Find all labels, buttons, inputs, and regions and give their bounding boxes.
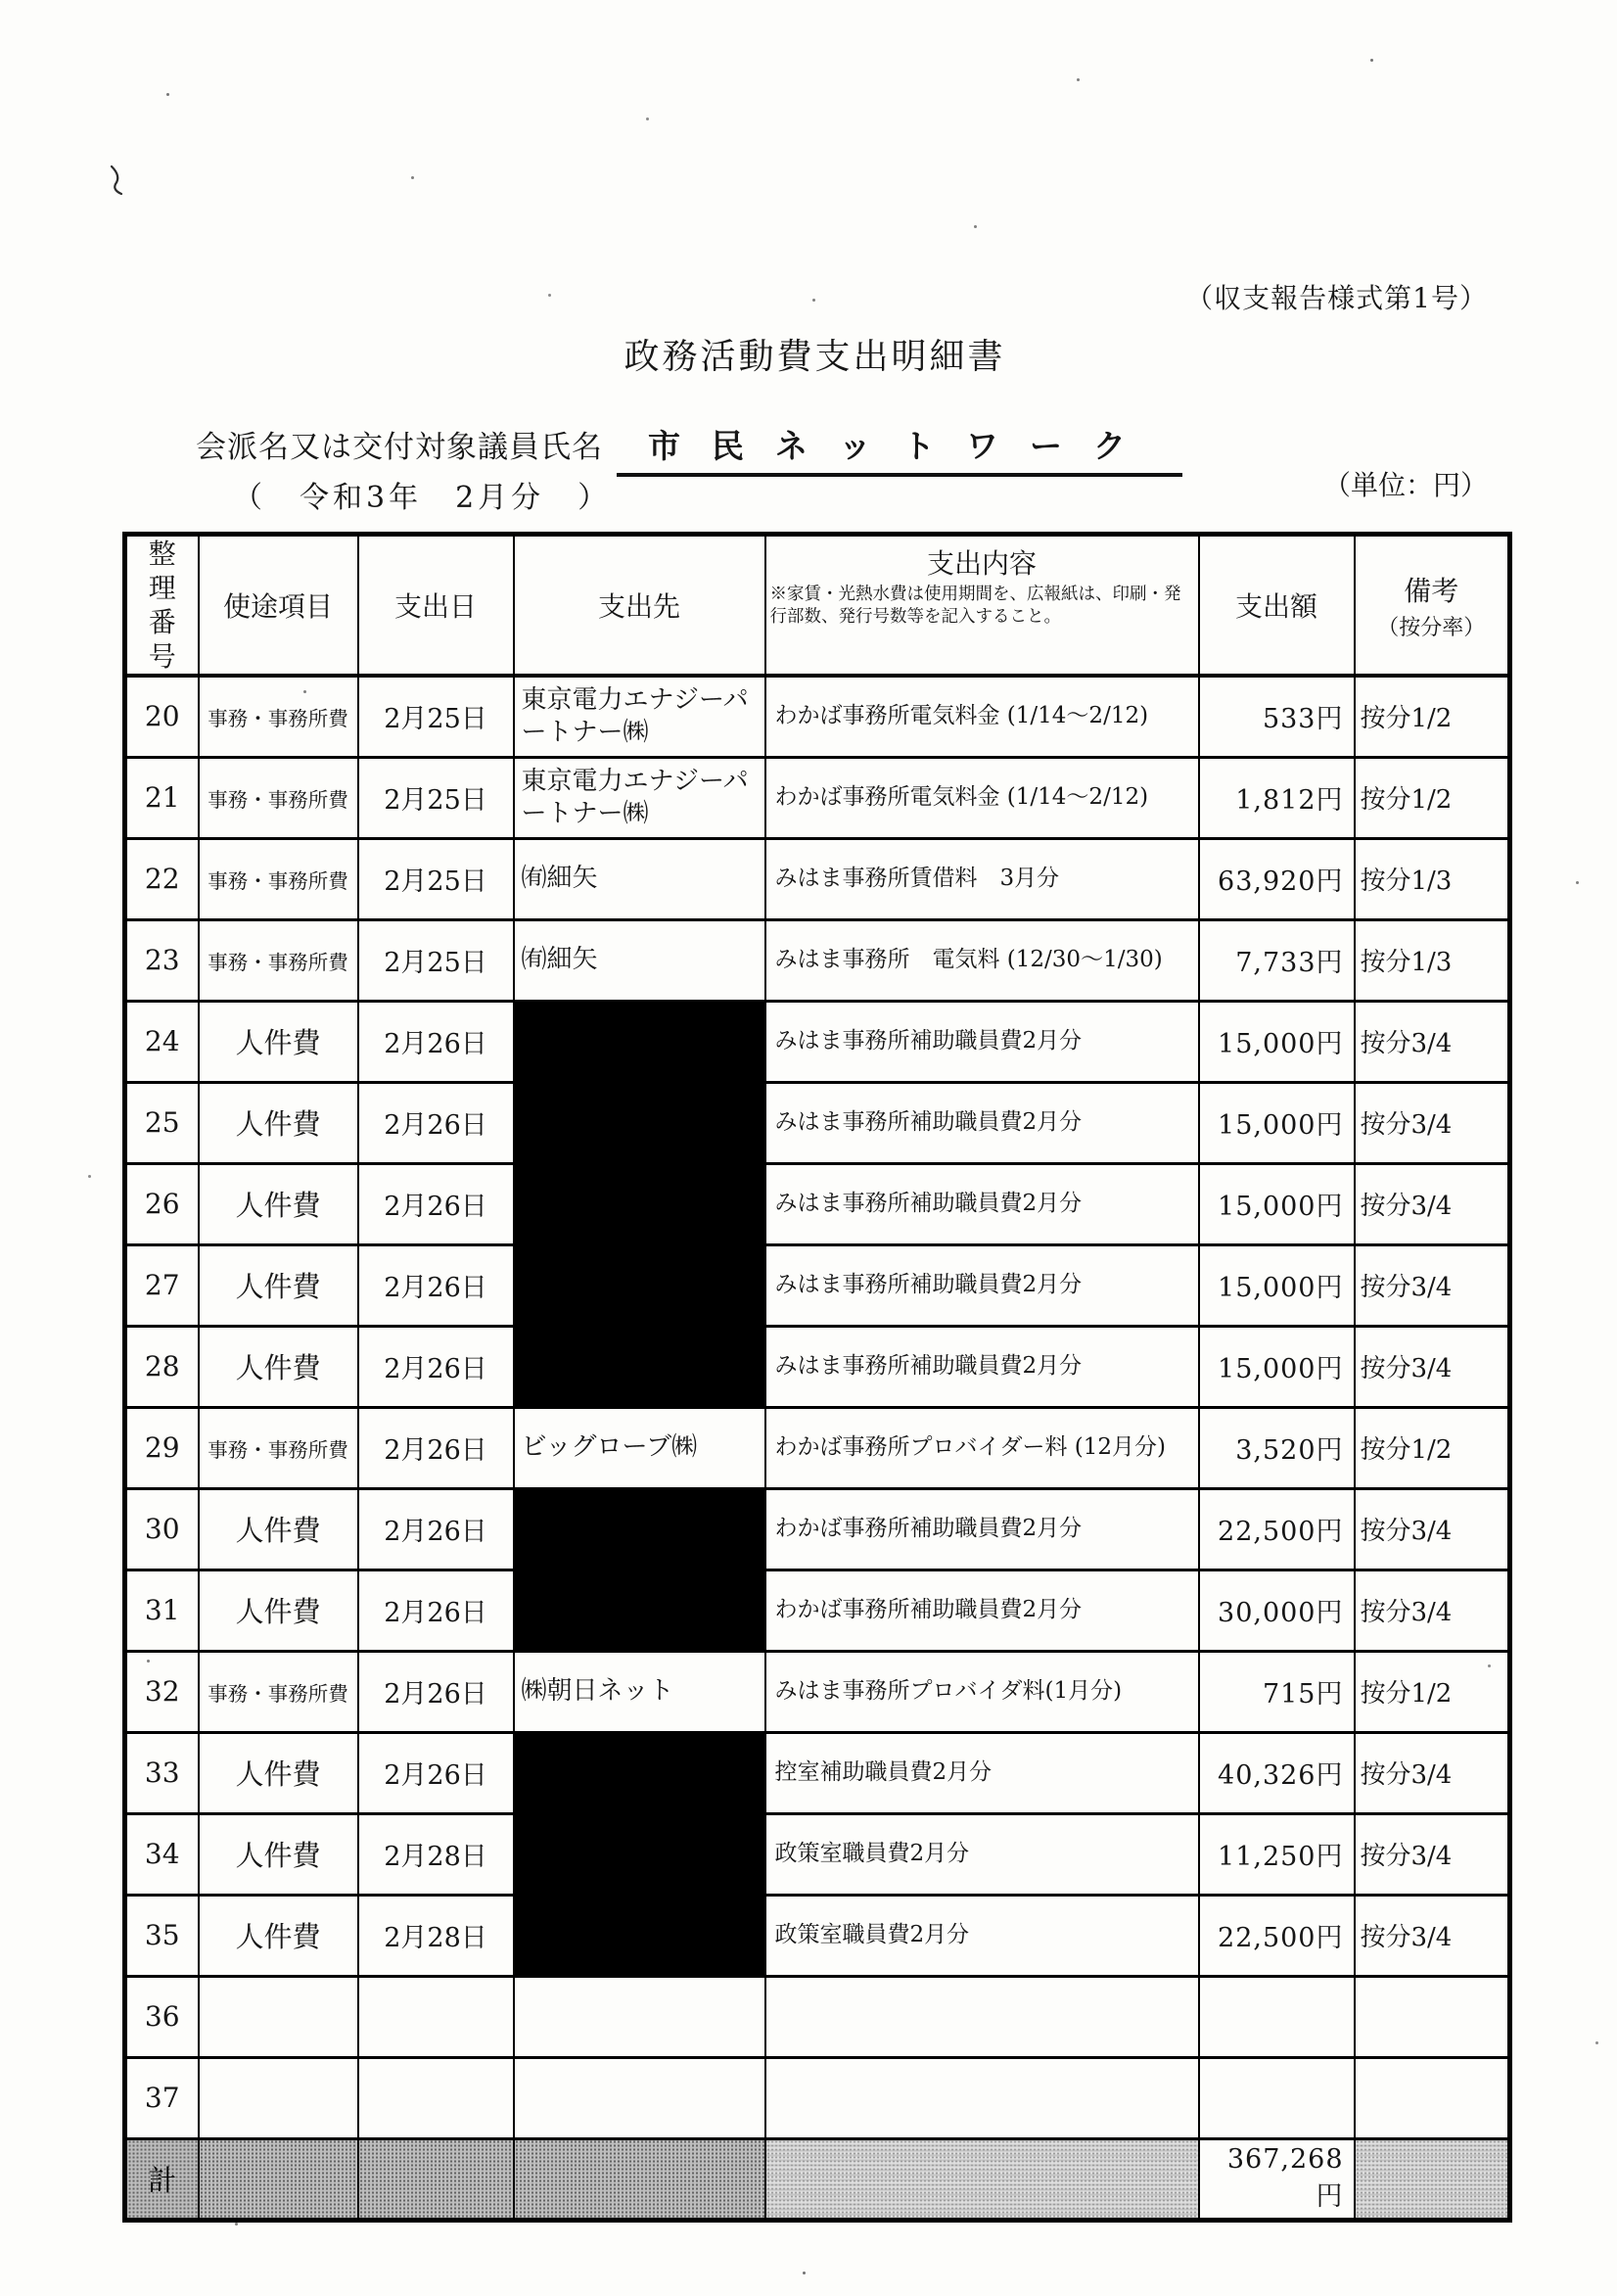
cell-amount: 22,500円 [1199,1895,1355,1976]
cell-serial-number: 24 [125,1001,199,1082]
cell-remarks: 按分3/4 [1355,1001,1510,1082]
cell-remarks: 按分1/2 [1355,676,1510,757]
cell-payee-redacted [514,1488,765,1570]
cell-remarks: 按分3/4 [1355,1326,1510,1407]
cell-category: 人件費 [199,1488,358,1570]
cell-category: 事務・事務所費 [199,838,358,919]
cell-amount: 63,920円 [1199,838,1355,919]
cell-category: 事務・事務所費 [199,1651,358,1732]
cell-detail: 政策室職員費2月分 [765,1813,1199,1895]
cell-category: 人件費 [199,1813,358,1895]
cell-category [199,2057,358,2138]
table-row [125,1001,1510,1082]
cell-category: 人件費 [199,1326,358,1407]
cell-remarks: 按分3/4 [1355,1488,1510,1570]
cell-serial-number: 34 [125,1813,199,1895]
cell-detail: 控室補助職員費2月分 [765,1732,1199,1813]
cell-category: 人件費 [199,1163,358,1244]
cell-category [199,1976,358,2057]
cell-date: 2月26日 [358,1570,514,1651]
cell-remarks: 按分3/4 [1355,1244,1510,1326]
cell-date: 2月26日 [358,1488,514,1570]
cell-serial-number: 21 [125,757,199,838]
cell-date: 2月26日 [358,1407,514,1488]
cell-payee-redacted [514,1732,765,1813]
cell-detail: みはま事務所補助職員費2月分 [765,1326,1199,1407]
cell-date: 2月25日 [358,838,514,919]
header-row [125,535,1510,677]
cell-payee: ㈲細矢 [514,838,765,919]
cell-detail [765,1976,1199,2057]
total-shaded-cell [1355,2138,1510,2220]
total-shaded-cell [765,2138,1199,2220]
cell-detail: 政策室職員費2月分 [765,1895,1199,1976]
table-row [125,1651,1510,1732]
cell-amount: 15,000円 [1199,1326,1355,1407]
cell-detail: みはま事務所補助職員費2月分 [765,1082,1199,1163]
total-shaded-cell [199,2138,358,2220]
cell-detail: わかば事務所電気料金 (1/14～2/12) [765,757,1199,838]
table-row [125,757,1510,838]
cell-detail: みはま事務所賃借料 3月分 [765,838,1199,919]
cell-category: 事務・事務所費 [199,757,358,838]
scan-speckles [166,93,169,96]
cell-date: 2月26日 [358,1244,514,1326]
cell-remarks: 按分3/4 [1355,1813,1510,1895]
cell-amount: 22,500円 [1199,1488,1355,1570]
cell-serial-number: 27 [125,1244,199,1326]
cell-detail: みはま事務所補助職員費2月分 [765,1001,1199,1082]
table-row [125,919,1510,1001]
cell-serial-number: 32 [125,1651,199,1732]
col-header-remarks-subtitle: （按分率） [1377,615,1486,640]
cell-remarks: 按分3/4 [1355,1895,1510,1976]
cell-date: 2月26日 [358,1326,514,1407]
cell-amount: 7,733円 [1199,919,1355,1001]
total-row [125,2138,1510,2220]
table-row [125,2057,1510,2138]
cell-date: 2月28日 [358,1813,514,1895]
period-label: （ 令和3年 2月分 ） [233,481,612,515]
cell-remarks: 按分1/3 [1355,919,1510,1001]
total-label: 計 [125,2138,199,2220]
cell-date: 2月26日 [358,1732,514,1813]
cell-remarks: 按分1/2 [1355,1407,1510,1488]
col-header-detail [765,535,1199,677]
table-row [125,1244,1510,1326]
cell-date: 2月28日 [358,1895,514,1976]
cell-detail: みはま事務所補助職員費2月分 [765,1163,1199,1244]
cell-amount: 11,250円 [1199,1813,1355,1895]
cell-remarks: 按分1/3 [1355,838,1510,919]
cell-payee-redacted [514,1570,765,1651]
cell-serial-number: 33 [125,1732,199,1813]
table-row [125,676,1510,757]
cell-date: 2月26日 [358,1651,514,1732]
cell-serial-number: 31 [125,1570,199,1651]
cell-serial-number: 36 [125,1976,199,2057]
cell-serial-number: 29 [125,1407,199,1488]
cell-serial-number: 28 [125,1326,199,1407]
cell-payee-redacted [514,1813,765,1895]
cell-payee [514,1976,765,2057]
cell-remarks: 按分3/4 [1355,1732,1510,1813]
cell-payee-redacted [514,1082,765,1163]
cell-amount: 30,000円 [1199,1570,1355,1651]
faction-label: 会派名又は交付対象議員氏名 [196,430,603,465]
cell-serial-number: 22 [125,838,199,919]
form-number: （収支報告様式第1号） [1185,282,1488,314]
cell-payee-redacted [514,1001,765,1082]
table-row [125,1488,1510,1570]
cell-date: 2月25日 [358,757,514,838]
cell-remarks [1355,1976,1510,2057]
cell-detail: わかば事務所プロバイダー料 (12月分) [765,1407,1199,1488]
cell-payee-redacted [514,1244,765,1326]
cell-amount: 3,520円 [1199,1407,1355,1488]
table-row [125,1895,1510,1976]
cell-date [358,1976,514,2057]
cell-serial-number: 35 [125,1895,199,1976]
cell-category: 人件費 [199,1001,358,1082]
cell-detail [765,2057,1199,2138]
table-row [125,838,1510,919]
cell-remarks [1355,2057,1510,2138]
cell-detail: みはま事務所補助職員費2月分 [765,1244,1199,1326]
col-header-detail-title: 支出内容 [926,547,1037,580]
cell-category: 事務・事務所費 [199,919,358,1001]
cell-serial-number: 25 [125,1082,199,1163]
col-header-remarks [1355,535,1510,677]
col-header-payee: 支出先 [514,535,765,677]
cell-serial-number: 23 [125,919,199,1001]
table-row [125,1732,1510,1813]
cell-category: 人件費 [199,1244,358,1326]
cell-payee-redacted [514,1163,765,1244]
cell-date: 2月25日 [358,919,514,1001]
table-row [125,1976,1510,2057]
cell-serial-number: 20 [125,676,199,757]
cell-amount: 1,812円 [1199,757,1355,838]
cell-amount: 15,000円 [1199,1163,1355,1244]
cell-remarks: 按分3/4 [1355,1082,1510,1163]
cell-payee: 東京電力エナジーパートナー㈱ [514,676,765,757]
cell-detail: わかば事務所電気料金 (1/14～2/12) [765,676,1199,757]
expense-table [122,532,1512,2223]
cell-detail: わかば事務所補助職員費2月分 [765,1570,1199,1651]
col-header-date: 支出日 [358,535,514,677]
cell-amount: 15,000円 [1199,1001,1355,1082]
cell-remarks: 按分1/2 [1355,1651,1510,1732]
cell-date: 2月26日 [358,1082,514,1163]
table-row [125,1326,1510,1407]
faction-line [196,421,1182,477]
col-header-amount: 支出額 [1199,535,1355,677]
cell-category: 人件費 [199,1895,358,1976]
cell-date: 2月26日 [358,1163,514,1244]
cell-payee: ㈲細矢 [514,919,765,1001]
cell-payee [514,2057,765,2138]
cell-category: 人件費 [199,1570,358,1651]
table-row [125,1407,1510,1488]
pen-mark [106,164,131,198]
cell-remarks: 按分3/4 [1355,1570,1510,1651]
cell-category: 事務・事務所費 [199,676,358,757]
table-row [125,1163,1510,1244]
total-amount: 367,268円 [1199,2138,1355,2220]
cell-category: 人件費 [199,1082,358,1163]
cell-payee: ㈱朝日ネット [514,1651,765,1732]
cell-payee: 東京電力エナジーパートナー㈱ [514,757,765,838]
page-title: 政務活動費支出明細書 [624,337,1006,377]
cell-date [358,2057,514,2138]
table-row [125,1082,1510,1163]
col-header-detail-note: ※家賃・光熱水費は使用期間を、広報紙は、印刷・発行部数、発行号数等を記入すること。 [769,585,1181,627]
cell-date: 2月26日 [358,1001,514,1082]
cell-remarks: 按分3/4 [1355,1163,1510,1244]
cell-detail: みはま事務所プロバイダ料(1月分) [765,1651,1199,1732]
faction-name: 市民ネットワーク [617,421,1182,477]
total-shaded-cell [358,2138,514,2220]
cell-serial-number: 30 [125,1488,199,1570]
cell-amount: 15,000円 [1199,1082,1355,1163]
cell-payee-redacted [514,1895,765,1976]
cell-amount: 40,326円 [1199,1732,1355,1813]
col-header-category: 使途項目 [199,535,358,677]
table-row [125,1813,1510,1895]
cell-amount [1199,1976,1355,2057]
cell-serial-number: 26 [125,1163,199,1244]
cell-remarks: 按分1/2 [1355,757,1510,838]
total-shaded-cell [514,2138,765,2220]
table-row [125,1570,1510,1651]
cell-detail: わかば事務所補助職員費2月分 [765,1488,1199,1570]
col-header-serial-number: 整理番号 [125,535,199,677]
col-header-remarks-title: 備考 [1404,574,1459,607]
cell-amount: 715円 [1199,1651,1355,1732]
cell-category: 事務・事務所費 [199,1407,358,1488]
cell-amount [1199,2057,1355,2138]
cell-serial-number: 37 [125,2057,199,2138]
cell-amount: 533円 [1199,676,1355,757]
unit-note: （単位：円） [1322,469,1488,501]
cell-payee-redacted [514,1326,765,1407]
cell-amount: 15,000円 [1199,1244,1355,1326]
cell-payee: ビッグローブ㈱ [514,1407,765,1488]
cell-date: 2月25日 [358,676,514,757]
cell-detail: みはま事務所 電気料 (12/30～1/30) [765,919,1199,1001]
cell-category: 人件費 [199,1732,358,1813]
